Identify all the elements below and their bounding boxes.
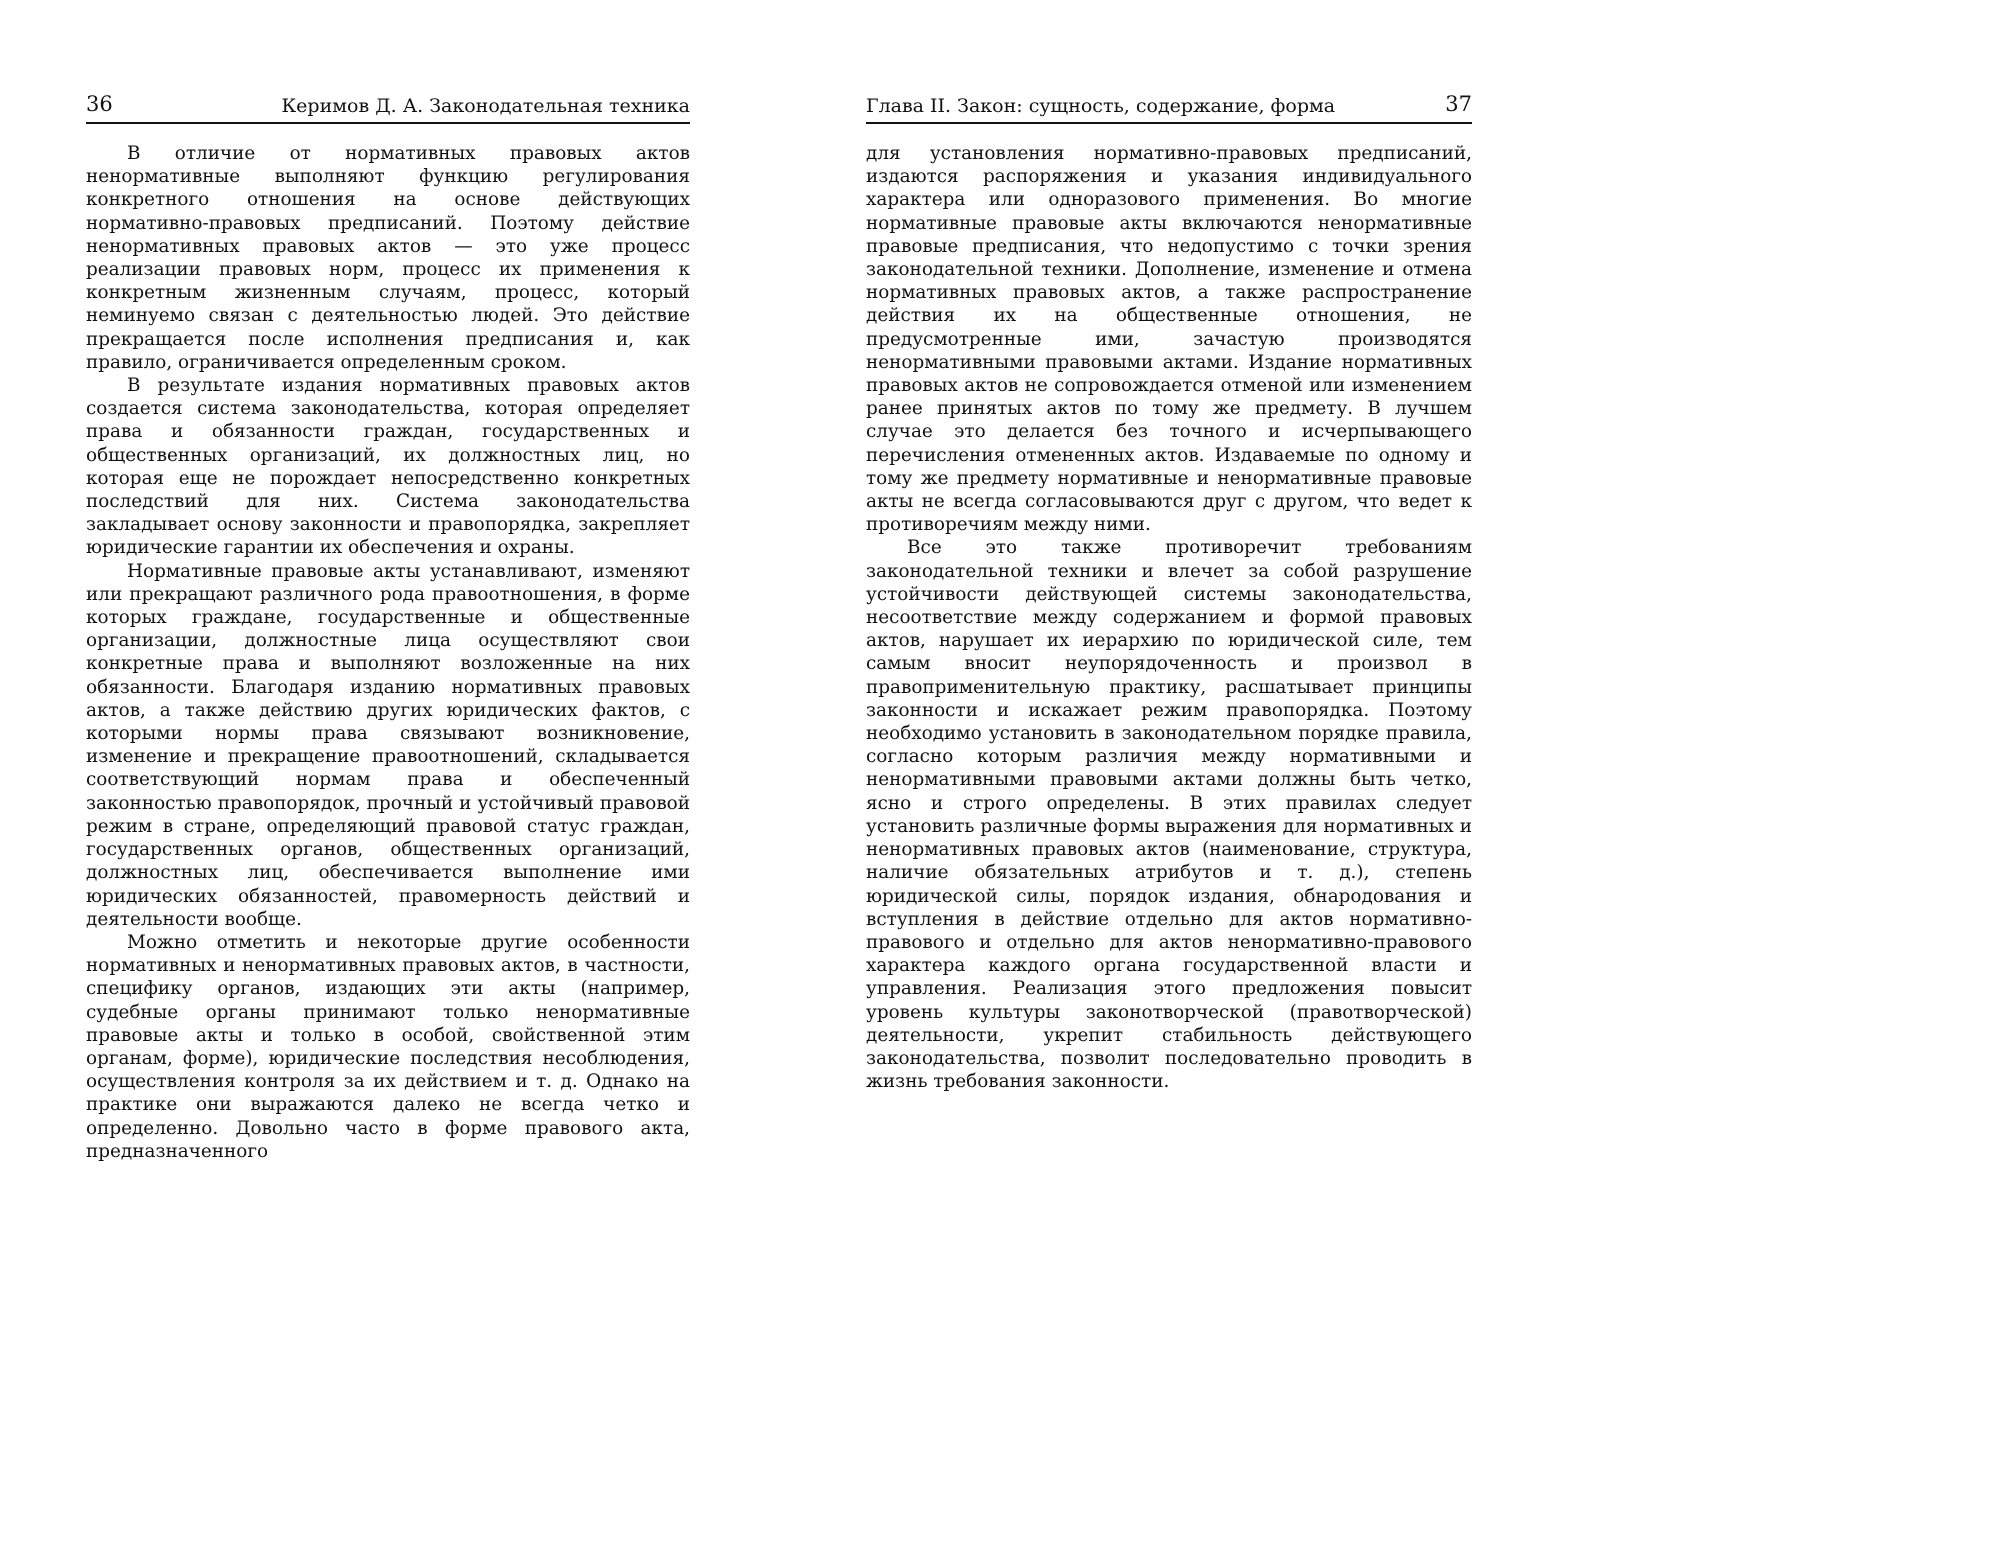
right-page-body bbox=[866, 142, 1472, 1093]
paragraph: В результате издания нормативных правовых актов создается система законодательства, которая определяет права и обязанности граждан, государственных и общественных организаций, их должностных лиц, но которая еще не порождает непосредственно конкретных последствий для них. Система законодательства закладывает основу законности и правопорядка, закрепляет юридические гарантии их обеспечения и охраны. bbox=[86, 375, 690, 559]
running-title: Керимов Д. А. Законодательная техника bbox=[281, 95, 690, 117]
page-number: 37 bbox=[1445, 92, 1472, 116]
paragraph-continuation: для установления нормативно-правовых предписаний, издаются распоряжения и указания индивидуального характера или одноразового применения. Во многие нормативные правовые акты включаются ненормативные правовые предписания, что недопустимо с точки зрения законодательной техники. Дополнение, изменение и отмена нормативных правовых актов, а также распространение действия их на общественные отношения, не предусмотренные ими, зачастую производятся ненормативными правовыми актами. Издание нормативных правовых актов не сопровождается отменой или изменением ранее принятых актов по тому же предмету. В лучшем случае это делается без точного и исчерпывающего перечисления отмененных актов. Издаваемые по одному и тому же предмету нормативные и ненормативные правовые акты не всегда согласовываются друг с другом, что ведет к противоречиям между ними. bbox=[866, 143, 1472, 536]
page-number: 36 bbox=[86, 92, 113, 116]
paragraph: Можно отметить и некоторые другие особенности нормативных и ненормативных правовых актов, в частности, специфику органов, издающих эти акты (например, судебные органы принимают только ненормативные правовые акты и только в особой, свойственной этим органам, форме), юридические последствия несоблюдения, осуществления контроля за их действием и т. д. Однако на практике они выражаются далеко не всегда четко и определенно. Довольно часто в форме правового акта, предназначенного bbox=[86, 931, 690, 1162]
left-page bbox=[86, 0, 690, 1225]
paragraph: Все это также противоречит требованиям законодательной техники и влечет за собой разрушение устойчивости действующей системы законодательства, несоответствие между содержанием и формой правовых актов, нарушает их иерархию по юридической силе, тем самым вносит неупорядоченность и произвол в правоприменительную практику, расшатывает принципы законности и искажает режим правопорядка. Поэтому необходимо установить в законодательном порядке правила, согласно которым различия между нормативными и ненормативными правовыми актами должны быть четко, ясно и строго определены. В этих правилах следует установить различные формы выражения для нормативных и ненормативных правовых актов (наименование, структура, наличие обязательных атрибутов и т. д.), степень юридической силы, порядок издания, обнародования и вступления в действие отдельно для актов нормативно-правового и отдельно для актов ненормативно-правового характера каждого органа государственной власти и управления. Реализация этого предложения повысит уровень культуры законотворческой (правотворческой) деятельности, укрепит стабильность действующего законодательства, позволит последовательно проводить в жизнь требования законности. bbox=[866, 537, 1472, 1093]
left-page-header bbox=[86, 92, 690, 124]
paragraph: В отличие от нормативных правовых актов ненормативные выполняют функцию регулирования конкретного отношения на основе действующих нормативно-правовых предписаний. Поэтому действие ненормативных правовых актов — это уже процесс реализации правовых норм, процесс их применения к конкретным жизненным случаям, процесс, который неминуемо связан с деятельностью людей. Это действие прекращается после исполнения предписания и, как правило, ограничивается определенным сроком. bbox=[86, 143, 690, 373]
paragraph: Нормативные правовые акты устанавливают, изменяют или прекращают различного рода правоотношения, в форме которых граждане, государственные и общественные организации, должностные лица осуществляют свои конкретные права и выполняют возложенные на них обязанности. Благодаря изданию нормативных правовых актов, а также действию других юридических фактов, с которыми нормы права связывают возникновение, изменение и прекращение правоотношений, складывается соответствующий нормам права и обеспеченный законностью правопорядок, прочный и устойчивый правовой режим в стране, определяющий правовой статус граждан, государственных органов, общественных организаций, должностных лиц, обеспечивается выполнение ими юридических обязанностей, правомерность действий и деятельности вообще. bbox=[86, 560, 690, 930]
right-page-header bbox=[866, 92, 1472, 124]
left-page-body bbox=[86, 142, 690, 1163]
running-title: Глава II. Закон: сущность, содержание, форма bbox=[866, 95, 1336, 117]
right-page bbox=[866, 0, 1472, 1225]
